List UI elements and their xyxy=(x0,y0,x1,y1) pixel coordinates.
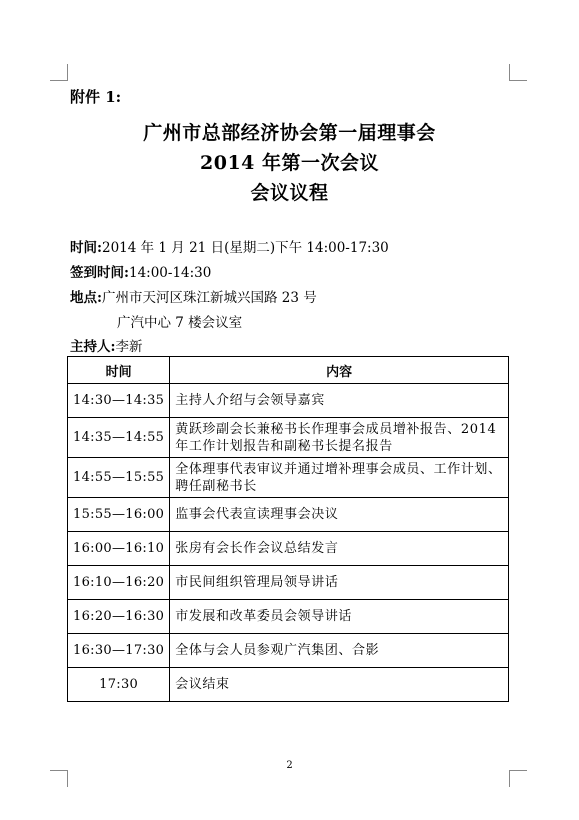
row-time: 16:10—16:20 xyxy=(68,566,170,600)
row-time: 14:35—14:55 xyxy=(68,418,170,458)
row-content: 全体与会人员参观广汽集团、合影 xyxy=(170,634,509,668)
table-row xyxy=(68,532,509,566)
signin-value: 14:00-14:30 xyxy=(128,265,212,281)
row-content: 市发展和改革委员会领导讲话 xyxy=(170,600,509,634)
row-time: 17:30 xyxy=(68,668,170,702)
table-row xyxy=(68,458,509,498)
crop-mark-bottom-right-v xyxy=(509,770,510,787)
row-time: 15:55—16:00 xyxy=(68,498,170,532)
row-content: 会议结束 xyxy=(170,668,509,702)
table-row xyxy=(68,498,509,532)
page-number: 2 xyxy=(286,760,293,771)
row-time: 16:00—16:10 xyxy=(68,532,170,566)
crop-mark-bottom-left-v xyxy=(67,770,68,787)
host-label: 主持人: xyxy=(70,339,116,355)
crop-mark-top-right-h xyxy=(510,80,527,81)
crop-mark-top-left-v xyxy=(67,64,68,81)
row-time: 16:30—17:30 xyxy=(68,634,170,668)
row-time: 14:55—15:55 xyxy=(68,458,170,498)
time-value: 2014 年 1 月 21 日(星期二)下午 14:00-17:30 xyxy=(101,240,389,256)
row-time: 14:30—14:35 xyxy=(68,384,170,418)
header-content: 内容 xyxy=(170,357,509,384)
table-row xyxy=(68,600,509,634)
table-row xyxy=(68,668,509,702)
header-time: 时间 xyxy=(68,357,170,384)
row-content: 监事会代表宣读理事会决议 xyxy=(170,498,509,532)
meeting-host xyxy=(70,335,142,355)
signin-label: 签到时间: xyxy=(70,265,129,281)
meeting-time xyxy=(70,236,389,256)
table-row xyxy=(68,566,509,600)
attachment-label: 附件 1: xyxy=(70,88,122,106)
title-line-1: 广州市总部经济协会第一届理事会 xyxy=(143,122,436,144)
meeting-location xyxy=(70,286,317,306)
row-content: 张房有会长作会议总结发言 xyxy=(170,532,509,566)
host-value: 李新 xyxy=(115,339,143,355)
table-row xyxy=(68,384,509,418)
location-value-2: 广汽中心 7 楼会议室 xyxy=(117,315,243,331)
table-row xyxy=(68,634,509,668)
row-time: 16:20—16:30 xyxy=(68,600,170,634)
crop-mark-top-left-h xyxy=(50,80,67,81)
row-content: 主持人介绍与会领导嘉宾 xyxy=(170,384,509,418)
table-row xyxy=(68,418,509,458)
title-line-3: 会议议程 xyxy=(250,182,329,204)
row-content: 市民间组织管理局领导讲话 xyxy=(170,566,509,600)
title-line-2: 2014 年第一次会议 xyxy=(200,152,379,174)
agenda-table xyxy=(67,356,509,702)
crop-mark-top-right-v xyxy=(509,64,510,81)
location-value-1: 广州市天河区珠江新城兴国路 23 号 xyxy=(101,290,317,306)
location-label: 地点: xyxy=(70,290,102,306)
agenda-header-row xyxy=(68,357,509,384)
row-content: 全体理事代表审议并通过增补理事会成员、工作计划、聘任副秘书长 xyxy=(170,458,509,498)
row-content: 黄跃珍副会长兼秘书长作理事会成员增补报告、2014 年工作计划报告和副秘书长提名报告 xyxy=(170,418,509,458)
time-label: 时间: xyxy=(70,240,102,256)
signin-time xyxy=(70,261,211,281)
